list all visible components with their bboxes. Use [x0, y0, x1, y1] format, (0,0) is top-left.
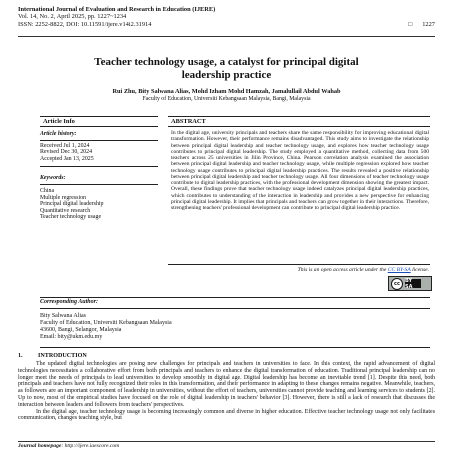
keyword-item: Principal digital leadership: [40, 201, 104, 208]
keywords-list: [40, 188, 158, 221]
corresponding-email[interactable]: Email: bity@ukm.edu.my: [40, 333, 103, 340]
journal-name: International Journal of Evaluation and Research in Education (IJERE): [18, 6, 216, 13]
paper-title-line-2: leadership practice: [181, 69, 272, 81]
corresponding-divider: [40, 347, 430, 348]
by-sa-icon: BY SA: [405, 279, 421, 288]
corresponding-heading: Corresponding Author:: [40, 297, 430, 309]
license-line: [171, 267, 429, 273]
article-info-panel: [40, 129, 158, 221]
license-suffix: license.: [410, 267, 429, 273]
article-history: [40, 129, 158, 167]
page-number: 1227: [422, 20, 435, 28]
license-text: This is an open access article under the: [297, 267, 388, 273]
corresponding-address: 43600, Bangi, Selangor, Malaysia: [40, 326, 122, 333]
intro-paragraph-2: In the digital age, teacher technology usage is becoming increasingly common and diverse in higher education. Effective teacher technology usage not only facilitates communication, changes teaching style, but: [18, 408, 435, 422]
abstract-divider: [168, 264, 430, 265]
intro-body: [18, 361, 435, 422]
abstract-heading: ABSTRACT: [168, 116, 430, 127]
keyword-item: Quantitative research: [40, 207, 91, 214]
license-link[interactable]: CC BY-SA: [387, 267, 411, 273]
page-footer: [18, 443, 435, 449]
article-info-heading: Article Info: [40, 116, 158, 127]
footer-url[interactable]: : http://ijere.iaescore.com: [61, 443, 120, 449]
section-number: 1.: [18, 353, 23, 359]
cc-license-badge[interactable]: [388, 276, 432, 291]
article-history-heading: Article history:: [40, 129, 158, 141]
journal-volume: Vol. 14, No. 2, April 2025, pp. 1227~1234: [18, 13, 127, 21]
journal-issn-row: [18, 21, 435, 28]
corresponding-dept: Faculty of Education, Universiti Kebangsaan Malaysia: [40, 319, 172, 326]
header-divider: [18, 36, 435, 37]
paper-title-line-1: Teacher technology usage, a catalyst for principal digital: [94, 56, 359, 68]
creative-commons-icon: cc: [391, 278, 403, 290]
history-received: Received Jul 1, 2024: [40, 142, 90, 149]
journal-issn: ISSN: 2252-8822, DOI: 10.11591/ijere.v14i2.31914: [18, 20, 152, 28]
journal-header: [18, 6, 435, 28]
section-heading: [18, 353, 435, 359]
history-accepted: Accepted Jan 13, 2025: [40, 155, 94, 162]
journal-logo-icon: □: [408, 20, 413, 28]
keyword-item: Teacher technology usage: [40, 214, 102, 221]
footer-label: Journal homepage: [18, 443, 62, 449]
corresponding-author: [40, 297, 430, 341]
journal-header-right: [408, 21, 435, 28]
keywords-heading: Keywords:: [40, 173, 158, 185]
keyword-item: China: [40, 187, 55, 194]
paper-authors: Rui Zhu, Bity Salwana Alias, Mohd Izham Mohd Hamzah, Jamalullail Abdul Wahab: [112, 88, 341, 95]
corresponding-name: Bity Salwana Alias: [40, 312, 86, 319]
keyword-item: Multiple regression: [40, 194, 86, 201]
keywords-block: [40, 167, 158, 221]
history-revised: Revised Dec 30, 2024: [40, 149, 93, 156]
section-title: INTRODUCTION: [38, 353, 87, 359]
paper-affiliation: Faculty of Education, Universiti Kebangsaan Malaysia, Bangi, Malaysia: [142, 96, 311, 102]
footer-divider: [18, 441, 435, 442]
paper-title: [18, 56, 435, 82]
intro-paragraph-1: The updated digital technologies are posing new challenges for principals and teachers in universities to face. In this context, the rapid advancement of digital technologies necessitates a collaborative effort from both principals and teachers to enhance the digital transformation of education. Traditional principal leadership can no longer meet the needs of principals to lead universities to develop smoothly in digital age. Digital leadership has become an inevitable trend [1]. Despite this need, both principals and teachers have not fully recognized their roles in this transformation, and their performance in adapting to these changes remains negative. Meanwhile, teachers, as followers are an important component of leadership in universities, without the effort of teachers, universities cannot provide teaching and learning services to students [2]. Up to now, most of the empirical studies have focused on the role of digital leadership in teachers' behavior [3]. However, there is still a lack of research that discusses the interaction between leaders and followers from teachers' perspectives.: [18, 361, 435, 408]
abstract-text: In the digital age, university principals and teachers share the same responsibility for improving educational digital transformation. However, their performance remains disadvantaged. This study aims to investigate the relationship between principal digital leadership and teacher technology usage, and explores how teacher technology usage contributes to principal digital leadership. The study employed a quantitative method, collecting data from 500 teachers across 25 universities in Jilin Province, China. Pearson correlation analysis examined the association between principal digital leadership and teacher technology usage, while multiple regression explored how teacher technology usage contributes to principal digital leadership practices. The results revealed a positive relationship between principal digital leadership and teacher technology usage. All four dimensions of teacher technology usage contribute to digital leadership practices, with the professional development dimension showing the greatest impact. Overall, these findings prove that teacher technology usage indeed catalyzes principal digital leadership practices, which contributes to understanding of the interaction in leadership and provides a new perspective for enhancing principal digital leadership. It implies that principals and teachers can grow together in their interactions. Therefore, strengthening teachers' professional development can contribute to principal digital leadership practice.: [171, 130, 429, 211]
